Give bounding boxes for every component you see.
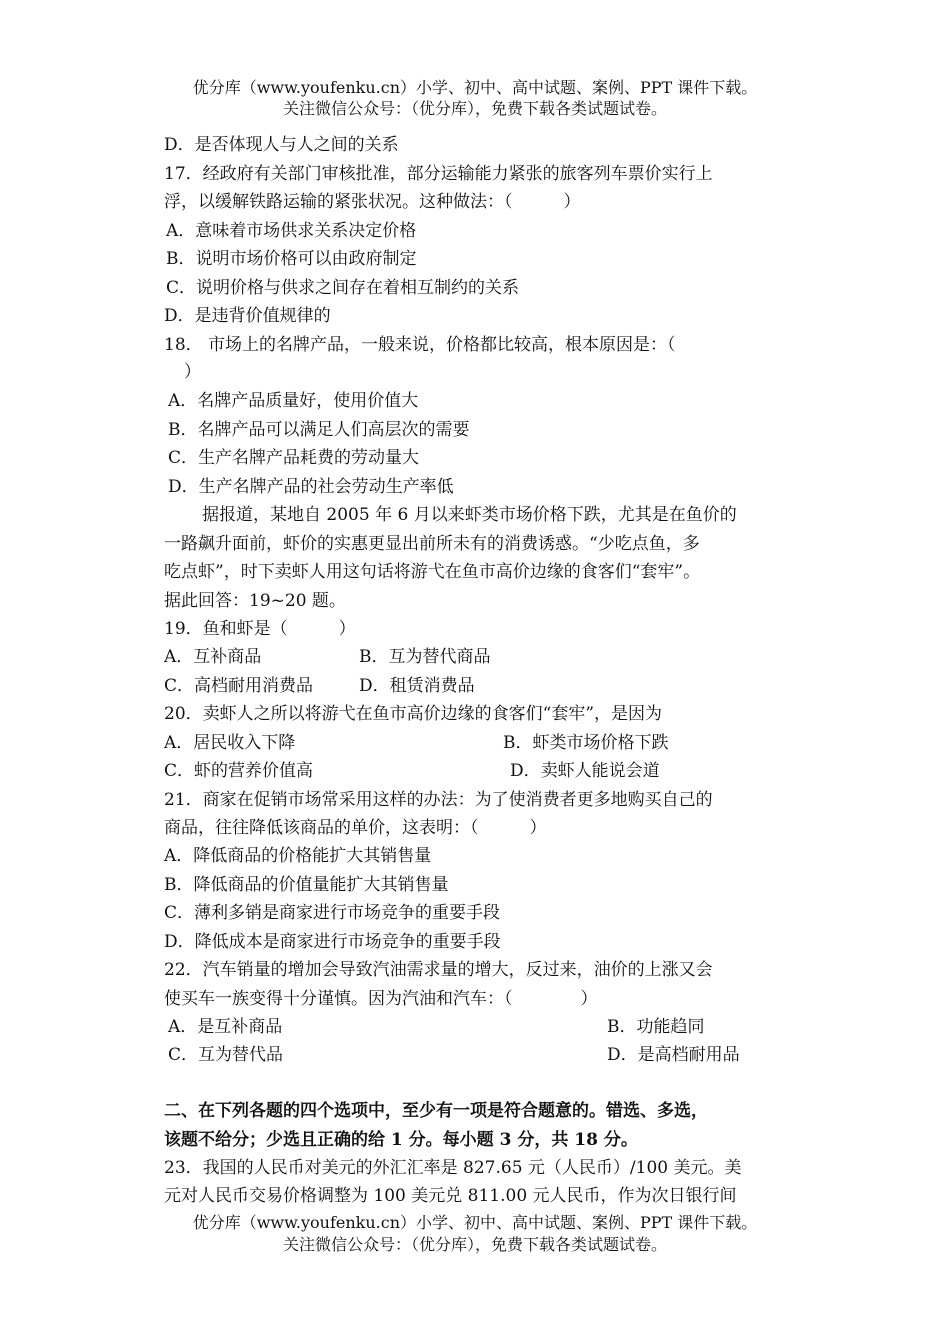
- q17-stem-line-2: 浮，以缓解铁路运输的紧张状况。这种做法：（ ）: [164, 192, 581, 212]
- footer-line-2: 关注微信公众号：（优分库），免费下载各类试题试卷。: [282, 1235, 667, 1254]
- material-line-3: 吃点虾”，时下卖虾人用这句话将游弋在鱼市高价边缘的食客们“套牢”。: [164, 562, 701, 582]
- section-2-title-line-2: 该题不给分；少选且正确的给 1 分。每小题 3 分，共 18 分。: [164, 1130, 638, 1150]
- q17-option-c: C．说明价格与供求之间存在着相互制约的关系: [166, 278, 520, 298]
- q23-stem-line-1: 23．我国的人民币对美元的外汇汇率是 827.65 元（人民币）/100 美元。美: [164, 1158, 742, 1178]
- q22-stem-line-1: 22．汽车销量的增加会导致汽油需求量的增大，反过来，油价的上涨又会: [164, 960, 713, 980]
- q22-option-c: C．互为替代品: [168, 1045, 284, 1065]
- q18-option-b: B．名牌产品可以满足人们高层次的需要: [168, 420, 470, 440]
- q20-option-d: D．卖虾人能说会道: [510, 761, 660, 781]
- q18-option-c: C．生产名牌产品耗费的劳动量大: [168, 448, 420, 468]
- footer-line-1: 优分库（www.youfenku.cn）小学、初中、高中试题、案例、PPT 课件下载。: [192, 1213, 758, 1232]
- q21-stem-line-2: 商品，往往降低该商品的单价，这表明：（ ）: [164, 818, 547, 838]
- q22-stem-line-2: 使买车一族变得十分谨慎。因为汽油和汽车：（ ）: [164, 989, 598, 1009]
- q17-stem-line-1: 17．经政府有关部门审核批准，部分运输能力紧张的旅客列车票价实行上: [164, 164, 713, 184]
- q22-option-d: D．是高档耐用品: [607, 1045, 740, 1065]
- q16-option-d: D．是否体现人与人之间的关系: [164, 135, 399, 155]
- q20-option-b: B．虾类市场价格下跌: [503, 733, 669, 753]
- q20-stem: 20．卖虾人之所以将游弋在鱼市高价边缘的食客们“套牢”，是因为: [164, 704, 663, 724]
- q21-option-d: D．降低成本是商家进行市场竞争的重要手段: [164, 932, 501, 952]
- q18-option-d: D．生产名牌产品的社会劳动生产率低: [168, 477, 454, 497]
- q21-option-c: C．薄利多销是商家进行市场竞争的重要手段: [164, 903, 501, 923]
- q23-stem-line-2: 元对人民币交易价格调整为 100 美元兑 811.00 元人民币，作为次日银行间: [164, 1186, 737, 1206]
- q21-stem-line-1: 21．商家在促销市场常采用这样的办法：为了使消费者更多地购买自己的: [164, 790, 713, 810]
- q18-stem-line-1: 18． 市场上的名牌产品，一般来说，价格都比较高，根本原因是：（: [164, 335, 676, 355]
- q17-option-d: D．是违背价值规律的: [164, 306, 331, 326]
- header-line-2: 关注微信公众号：（优分库），免费下载各类试题试卷。: [282, 99, 667, 118]
- q20-option-a: A．居民收入下降: [164, 733, 296, 753]
- q20-option-c: C．虾的营养价值高: [164, 761, 314, 781]
- q19-option-a: A．互补商品: [164, 647, 262, 667]
- q18-option-a: A．名牌产品质量好，使用价值大: [168, 391, 419, 411]
- header-line-1: 优分库（www.youfenku.cn）小学、初中、高中试题、案例、PPT 课件下载。: [192, 78, 758, 97]
- q18-stem-line-2: ）: [184, 362, 201, 382]
- material-line-4: 据此回答：19~20 题。: [164, 591, 346, 611]
- material-line-1: 据报道，某地自 2005 年 6 月以来虾类市场价格下跌，尤其是在鱼价的: [202, 505, 737, 525]
- q19-stem: 19．鱼和虾是（ ）: [164, 619, 356, 639]
- q19-option-b: B．互为替代商品: [359, 647, 491, 667]
- q21-option-a: A．降低商品的价格能扩大其销售量: [164, 846, 432, 866]
- section-2-title-line-1: 二、在下列各题的四个选项中，至少有一项是符合题意的。错选、多选，: [164, 1101, 708, 1121]
- q22-option-b: B．功能趋同: [607, 1017, 705, 1037]
- q17-option-b: B．说明市场价格可以由政府制定: [166, 249, 417, 269]
- q17-option-a: A．意味着市场供求关系决定价格: [166, 221, 417, 241]
- q19-option-c: C．高档耐用消费品: [164, 676, 314, 696]
- material-line-2: 一路飙升面前，虾价的实惠更显出前所未有的消费诱惑。“少吃点鱼，多: [164, 534, 700, 554]
- q21-option-b: B．降低商品的价值量能扩大其销售量: [164, 875, 449, 895]
- q19-option-d: D．租赁消费品: [359, 676, 475, 696]
- q22-option-a: A．是互补商品: [168, 1017, 283, 1037]
